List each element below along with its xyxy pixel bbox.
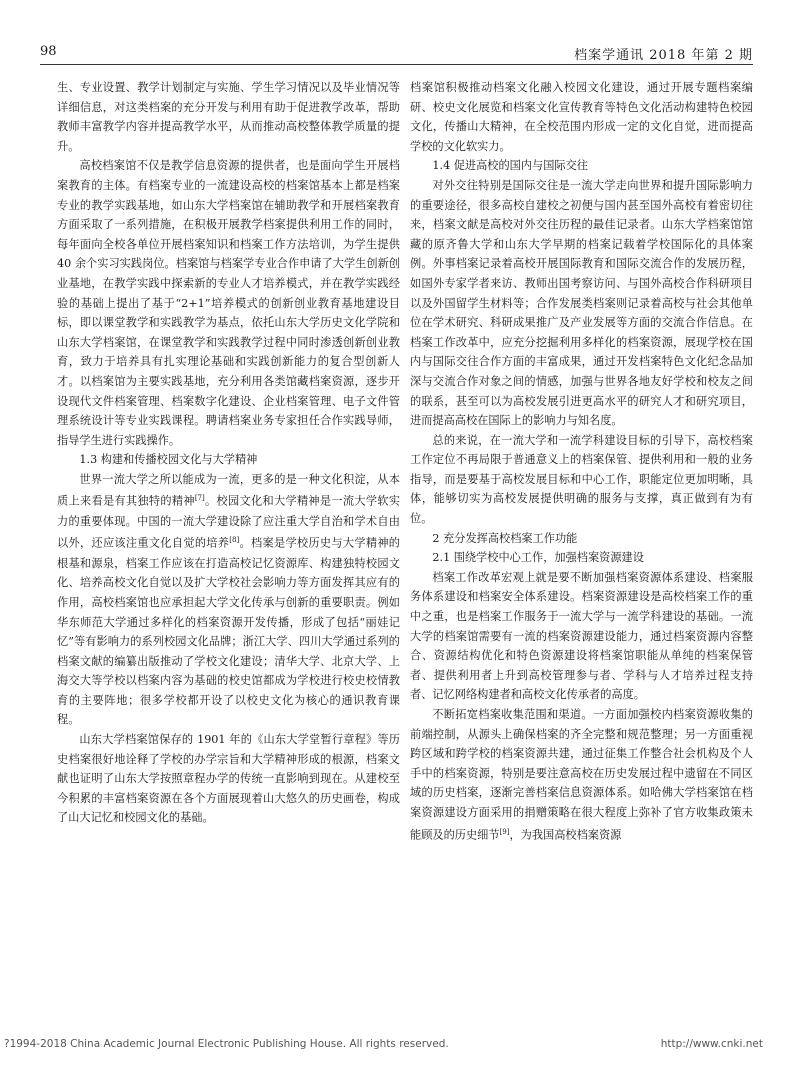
paragraph: 档案馆积极推动档案文化融入校园文化建设，通过开展专题档案编研、校史文化展览和档案文化宣传教育等特色文化活动构建特色校园文化，传播山大精神，在全校范围内形成一定的文化自觉，进而提高学校的文化软实力。: [410, 81, 753, 153]
paragraph: 山东大学档案馆保存的 1901 年的《山东大学堂暂行章程》等历史档案很好地诠释了学校的办学宗旨和大学精神形成的根源，档案文献也证明了山东大学按照章程办学的传统一直影响到现在。从建校至今积累的丰富档案资源在各个方面展现着山大悠久的历史画卷，构成了山大记忆和校园文化的基础。: [57, 733, 400, 825]
subsection-heading: 2.1 围绕学校中心工作，加强档案资源建设: [432, 551, 644, 565]
section-heading: 1.3 构建和传播校园文化与大学精神: [79, 453, 258, 467]
page-number: 98: [40, 44, 57, 59]
page-header: [40, 44, 753, 64]
paragraph: 不断拓宽档案收集范围和渠道。一方面加强校内档案资源收集的前端控制，从源头上确保档案的齐全完整和规范整理；另一方面重视跨区域和跨学校的档案资源共建，通过征集工作整合社会机构及个人手中的档案资源，特别是要注意高校在历史发展过程中遗留在不同区域的历史档案，逐渐完善档案信息资源体系。如哈佛大学档案馆在档案资源建设方面采用的捐赠策略在很大程度上弥补了官方收集政策未能顾及的历史细节[9]，为我国高校档案资源: [410, 708, 753, 842]
citation: [8]: [229, 536, 240, 545]
paragraph: 生、专业设置、教学计划制定与实施、学生学习情况以及毕业情况等详细信息，对这类档案的充分开发与利用有助于促进教学改革，帮助教师丰富教学内容并提高教学水平，从而推动高校整体教学质量的提升。: [57, 81, 400, 153]
section-heading: 1.4 促进高校的国内与国际交往: [432, 159, 588, 173]
paragraph: 对外交往特别是国际交往是一流大学走向世界和提升国际影响力的重要途径，很多高校自建校之初便与国内甚至国外高校有着密切往来，档案文献是高校对外交往历程的最佳记录者。山东大学档案馆馆藏的原齐鲁大学和山东大学早期的档案记载着学校国际化的具体案例。外事档案记录着高校开展国际教育和国际交流合作的发展历程，如国外专家学者来访、教师出国考察访问、与国外高校合作科研项目以及外国留学生材料等；合作发展类档案则记录着高校与社会其他单位在学术研究、科研成果推广及产业发展等方面的交流合作信息。在档案工作改革中，应充分挖掘利用多样化的档案资源，展现学校在国内与国际交往合作方面的丰富成果，通过开发档案特色文化纪念品加深与交流合作对象之间的情感，加强与世界各地友好学校和校友之间的联系，甚至可以为高校发展引进更高水平的研究人才和研究项目，进而提高高校在国际上的影响力与知名度。: [410, 178, 753, 428]
left-column: [57, 78, 400, 828]
citation: [7]: [194, 494, 205, 503]
paragraph: 高校档案馆不仅是教学信息资源的提供者，也是面向学生开展档案教育的主体。有档案专业的一流建设高校的档案馆基本上都是档案专业的教学实践基地，如山东大学档案馆在辅助教学和开展档案教育方面采取了一系列措施，在积极开展教学档案提供利用工作的同时，每年面向全校各单位开展档案知识和档案工作方法培训，为学生提供 40 余个实习实践岗位。档案馆与档案学专业合作申请了大学生创新创业基地，在教学实践中探索新的专业人才培养模式，并在教学实践经验的基础上提出了基于“2+1”培养模式的创新创业教育基地建设目标，即以课堂教学和实践教学为基点，依托山东大学历史文化学院和山东大学档案馆，在课堂教学和实践教学过程中同时渗透创新创业教育，致力于培养具有扎实理论基础和实践创新能力的复合型创新人才。以档案馆为主要实践基地，充分利用各类馆藏档案资源，逐步开设现代文件档案管理、档案数字化建设、企业档案管理、电子文件管理系统设计等专业实践课程。聘请档案业务专家担任合作实践导师，指导学生进行实践操作。: [57, 159, 400, 447]
copyright-notice: ?1994-2018 China Academic Journal Electronic Publishing House. All rights reserved.: [4, 1038, 449, 1050]
citation: [9]: [499, 827, 510, 836]
paragraph: 世界一流大学之所以能成为一流，更多的是一种文化积淀，从本质上来看是有其独特的精神[7]。校园文化和大学精神是一流大学软实力的重要体现。中国的一流大学建设除了应注重大学自治和学术自由以外，还应该注重文化自觉的培养[8]。档案是学校历史与大学精神的根基和源泉，档案工作应该在打造高校记忆资源库、构建独特校园文化、培养高校文化自觉以及扩大学校社会影响力等方面发挥其应有的作用，高校档案馆也应承担起大学文化传承与创新的重要职责。例如华东师范大学通过多样化的档案资源开发传播，形成了包括“丽娃记忆”等有影响力的系列校园文化品牌；浙江大学、四川大学通过系列的档案文献的编纂出版推动了学校文化建设；清华大学、北京大学、上海交大等学校以档案内容为基础的校史馆都成为学校进行校史校情教育的主要阵地；很多学校都开设了以校史文化为核心的通识教育课程。: [57, 472, 400, 727]
paragraph: 总的来说，在一流大学和一流学科建设目标的引导下，高校档案工作定位不再局限于普通意义上的档案保管、提供利用和一般的业务指导，而是要基于高校发展目标和中心工作，职能定位更加明晰，具体，能够切实为高校发展提供明确的服务与支撑，真正做到有为有位。: [410, 433, 753, 526]
site-url: http://www.cnki.net: [660, 1038, 763, 1050]
journal-issue: 档案学通讯 2018 年第 2 期: [574, 48, 753, 63]
right-column: [410, 78, 753, 845]
section-heading: 2 充分发挥高校档案工作功能: [432, 531, 578, 545]
paragraph: 档案工作改革宏观上就是要不断加强档案资源体系建设、档案服务体系建设和档案安全体系建设。档案资源建设是高校档案工作的重中之重，也是档案工作服务于一流大学与一流学科建设的基础。一流大学的档案馆需要有一流的档案资源建设能力，通过档案资源内容整合、资源结构优化和特色资源建设将档案馆职能从单纯的档案保管者、提供利用者上升到高校管理参与者、学科与人才培养过程支持者、记忆网络构建者和高校文化传承者的高度。: [410, 570, 753, 702]
header-rule: [40, 64, 753, 65]
